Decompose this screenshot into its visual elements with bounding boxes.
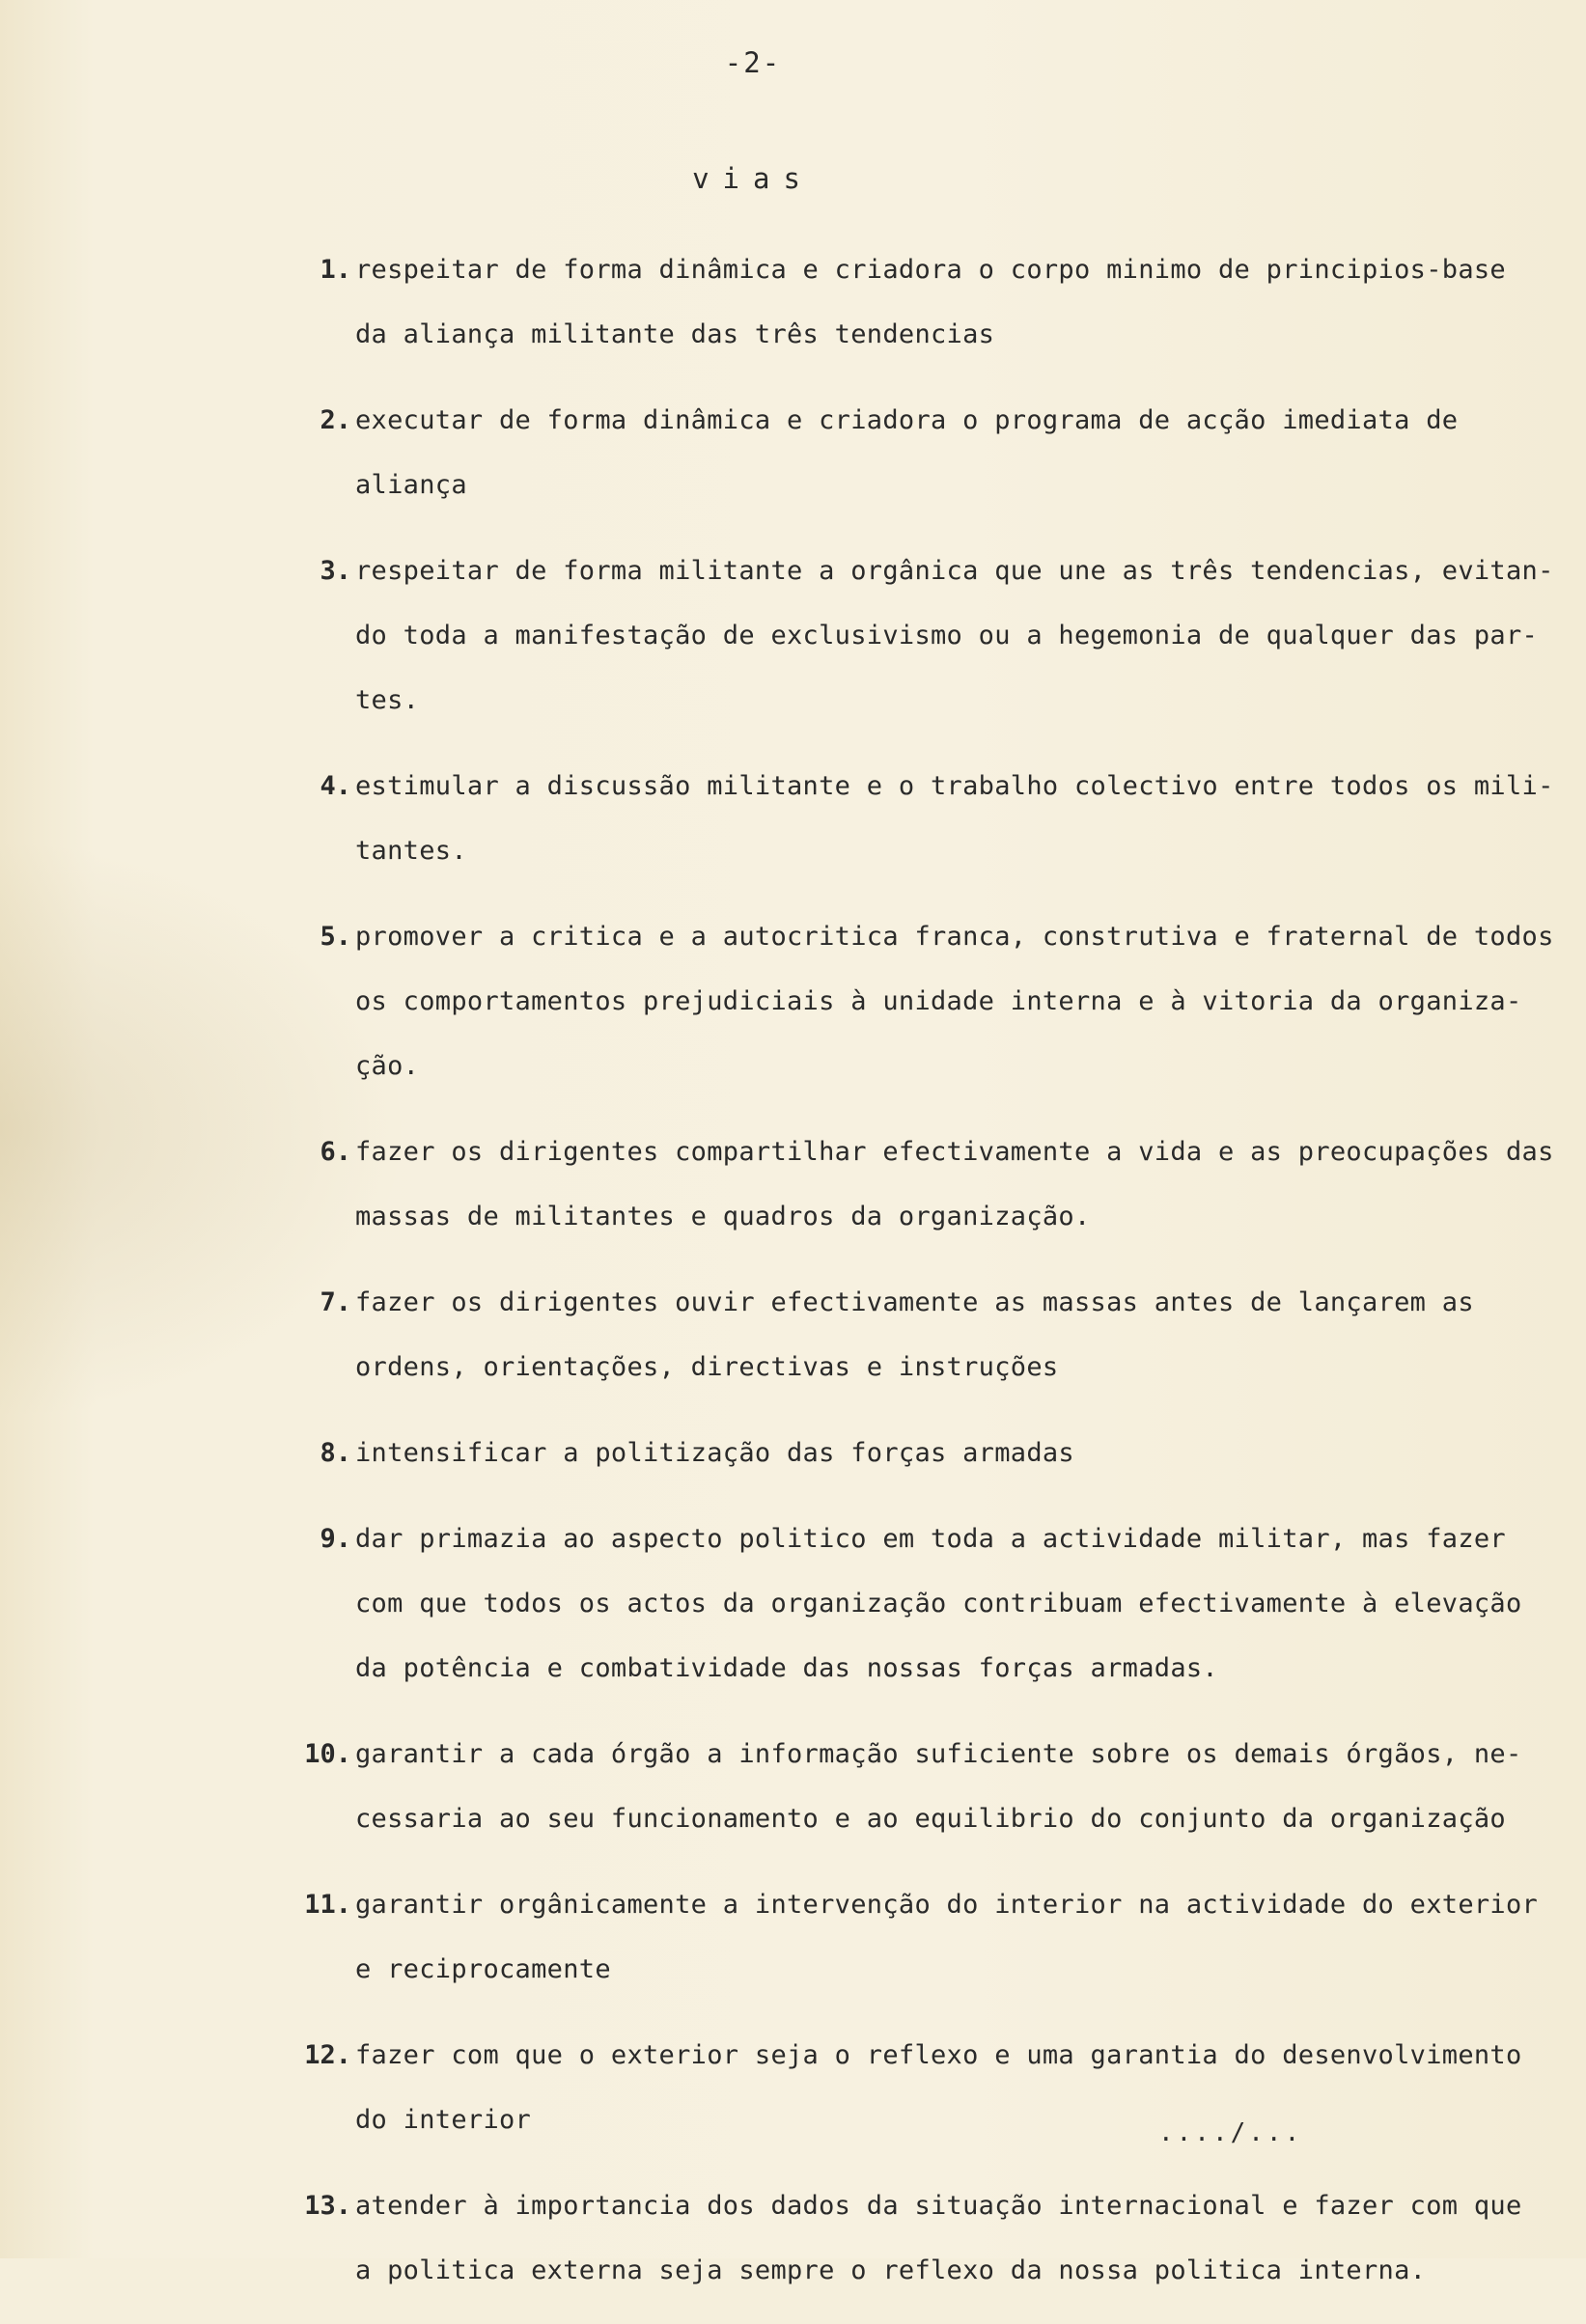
item-number: 11. (304, 1890, 351, 1920)
item-text-line: do interior (355, 2105, 532, 2135)
item-text-line: estimular a discussão militante e o trabalho colectivo entre todos os mili- (355, 771, 1554, 801)
item-text-line: executar de forma dinâmica e criadora o programa de acção imediata de (355, 405, 1459, 435)
item-text-line: massas de militantes e quadros da organização. (355, 1202, 1091, 1231)
item-text-line: ordens, orientações, directivas e instruções (355, 1352, 1059, 1382)
item-text (355, 1722, 1564, 1851)
item-number: 12. (304, 2040, 351, 2070)
continuation-mark: ..../... (1158, 2118, 1303, 2147)
list-item (290, 1722, 1564, 1851)
item-text (355, 1872, 1564, 2002)
item-text-line: aliança (355, 470, 467, 500)
section-heading: vias (692, 162, 814, 195)
item-text-line: dar primazia ao aspecto politico em toda a actividade militar, mas fazer (355, 1524, 1506, 1554)
item-number: 5. (320, 922, 351, 952)
list-item (290, 1507, 1564, 1701)
item-text-line: e reciprocamente (355, 1954, 611, 1984)
list-item (290, 1872, 1564, 2002)
item-text (355, 1120, 1564, 1249)
item-text (355, 388, 1564, 517)
item-text-line: fazer com que o exterior seja o reflexo e uma garantia do desenvolvimento (355, 2040, 1522, 2070)
item-text-line: com que todos os actos da organização contribuam efectivamente à elevação (355, 1589, 1522, 1618)
item-text-line: da potência e combatividade das nossas forças armadas. (355, 1653, 1218, 1683)
list-item (290, 2173, 1564, 2303)
item-text (355, 1421, 1564, 1485)
item-text-line: respeitar de forma militante a orgânica que une as três tendencias, evitan- (355, 556, 1554, 586)
item-text (355, 1507, 1564, 1701)
item-text (355, 904, 1564, 1098)
list-item (290, 388, 1564, 517)
item-number: 1. (320, 255, 351, 285)
item-list (290, 237, 1564, 2324)
item-text-line: garantir a cada órgão a informação suficiente sobre os demais órgãos, ne- (355, 1739, 1522, 1769)
item-text-line: tantes. (355, 836, 467, 866)
item-number: 10. (304, 1739, 351, 1769)
item-number: 13. (304, 2191, 351, 2221)
list-item (290, 237, 1564, 367)
list-item (290, 2023, 1564, 2152)
item-text-line: fazer os dirigentes ouvir efectivamente as massas antes de lançarem as (355, 1287, 1474, 1317)
item-number: 6. (320, 1137, 351, 1167)
item-text-line: do toda a manifestação de exclusivismo ou a hegemonia de qualquer das par- (355, 621, 1539, 650)
item-text-line: promover a critica e a autocritica franca, construtiva e fraternal de todos (355, 922, 1554, 952)
list-item (290, 1120, 1564, 1249)
item-text-line: os comportamentos prejudiciais à unidade interna e à vitoria da organiza- (355, 986, 1522, 1016)
item-text-line: fazer os dirigentes compartilhar efectivamente a vida e as preocupações das (355, 1137, 1554, 1167)
item-number: 8. (320, 1438, 351, 1468)
list-item (290, 1270, 1564, 1399)
item-number: 4. (320, 771, 351, 801)
item-number: 9. (320, 1524, 351, 1554)
item-number: 2. (320, 405, 351, 435)
item-number: 7. (320, 1287, 351, 1317)
item-text-line: da aliança militante das três tendencias (355, 319, 995, 349)
item-text-line: atender à importancia dos dados da situação internacional e fazer com que (355, 2191, 1522, 2221)
item-text (355, 1270, 1564, 1399)
item-text (355, 2173, 1564, 2303)
list-item (290, 904, 1564, 1098)
list-item (290, 754, 1564, 883)
list-item (290, 539, 1564, 733)
item-text-line: a politica externa seja sempre o reflexo da nossa politica interna. (355, 2255, 1427, 2285)
item-text-line: garantir orgânicamente a intervenção do interior na actividade do exterior (355, 1890, 1539, 1920)
item-number: 3. (320, 556, 351, 586)
item-text (355, 237, 1564, 367)
page-number: -2- (724, 46, 782, 79)
item-text-line: respeitar de forma dinâmica e criadora o corpo minimo de principios-base (355, 255, 1506, 285)
item-text-line: cessaria ao seu funcionamento e ao equilibrio do conjunto da organização (355, 1804, 1506, 1834)
item-text (355, 2023, 1564, 2152)
item-text-line: intensificar a politização das forças armadas (355, 1438, 1074, 1468)
list-item (290, 1421, 1564, 1485)
item-text-line: ção. (355, 1051, 420, 1081)
item-text (355, 754, 1564, 883)
item-text (355, 539, 1564, 733)
item-text-line: tes. (355, 685, 420, 715)
